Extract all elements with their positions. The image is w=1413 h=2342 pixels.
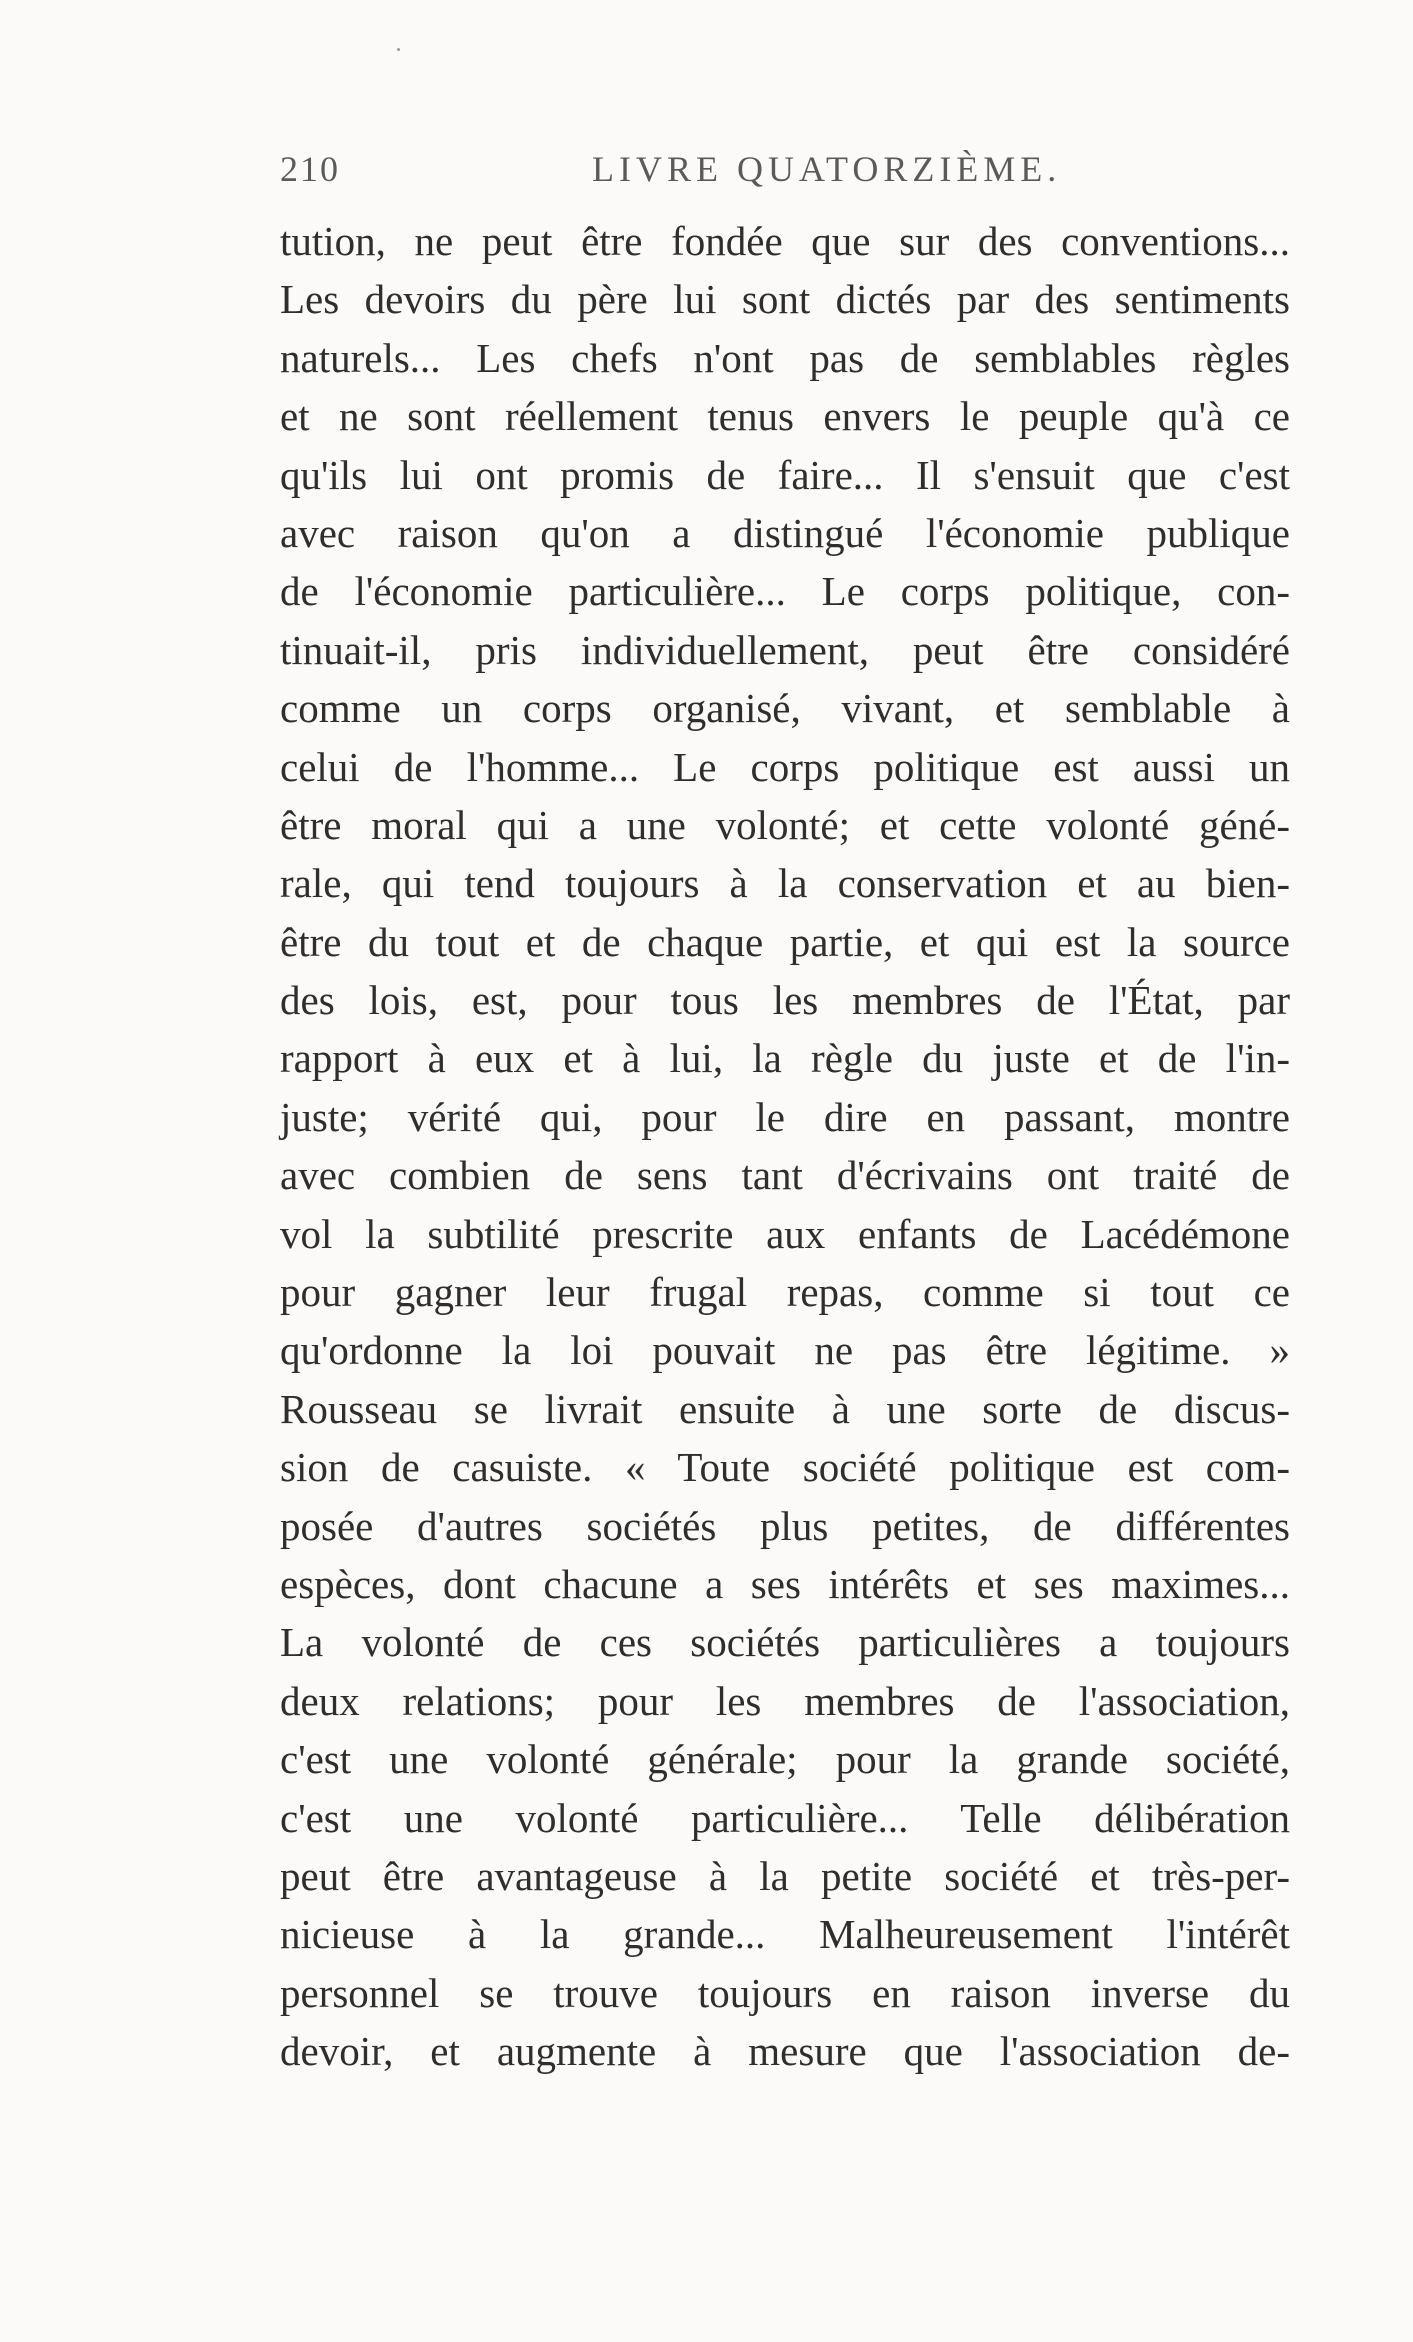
text-line: espèces, dont chacune a ses intérêts et ses maximes...	[280, 1560, 1290, 1607]
text-line: avec combien de sens tant d'écrivains ont traité de	[280, 1152, 1290, 1199]
text-line: celui de l'homme... Le corps politique est aussi un	[280, 743, 1290, 790]
page-number: 210	[280, 149, 340, 189]
speck-mark	[397, 48, 400, 51]
text-line: qu'ordonne la loi pouvait ne pas être légitime. »	[280, 1327, 1290, 1374]
text-line: pour gagner leur frugal repas, comme si tout ce	[280, 1269, 1290, 1316]
body-text	[280, 212, 1290, 2081]
text-line: rapport à eux et à lui, la règle du juste et de l'in-	[280, 1035, 1290, 1082]
text-line: des lois, est, pour tous les membres de l'État, par	[280, 977, 1290, 1024]
running-head	[280, 148, 1300, 198]
text-line: de l'économie particulière... Le corps politique, con-	[280, 568, 1290, 615]
text-line: devoir, et augmente à mesure que l'association de-	[280, 2028, 1290, 2075]
text-line: posée d'autres sociétés plus petites, de différentes	[280, 1502, 1290, 1549]
text-line: tinuait-il, pris individuellement, peut être considéré	[280, 626, 1290, 673]
text-line: La volonté de ces sociétés particulières a toujours	[280, 1619, 1290, 1666]
text-line: tution, ne peut être fondée que sur des conventions...	[280, 218, 1290, 264]
text-line: juste; vérité qui, pour le dire en passant, montre	[280, 1093, 1290, 1140]
text-line: sion de casuiste. « Toute société politique est com-	[280, 1444, 1290, 1491]
text-line: peut être avantageuse à la petite société et très-per-	[280, 1852, 1290, 1899]
text-line: rale, qui tend toujours à la conservation et au bien-	[280, 860, 1290, 907]
text-line: qu'ils lui ont promis de faire... Il s'ensuit que c'est	[280, 451, 1290, 498]
running-title: LIVRE QUATORZIÈME.	[592, 149, 1062, 189]
text-line: naturels... Les chefs n'ont pas de semblables règles	[280, 334, 1290, 381]
text-line: c'est une volonté générale; pour la grande société,	[280, 1736, 1290, 1783]
text-line: Rousseau se livrait ensuite à une sorte de discus-	[280, 1385, 1290, 1432]
text-line: vol la subtilité prescrite aux enfants de Lacédémone	[280, 1210, 1290, 1257]
text-line: deux relations; pour les membres de l'association,	[280, 1677, 1290, 1724]
text-line: être du tout et de chaque partie, et qui est la source	[280, 918, 1290, 965]
text-line: et ne sont réellement tenus envers le peuple qu'à ce	[280, 393, 1290, 440]
text-line: comme un corps organisé, vivant, et semblable à	[280, 685, 1290, 732]
text-line: Les devoirs du père lui sont dictés par des sentiments	[280, 276, 1290, 323]
text-line: être moral qui a une volonté; et cette volonté géné-	[280, 801, 1290, 848]
text-line: nicieuse à la grande... Malheureusement l'intérêt	[280, 1911, 1290, 1958]
text-line: c'est une volonté particulière... Telle délibération	[280, 1794, 1290, 1841]
text-line: personnel se trouve toujours en raison inverse du	[280, 1969, 1290, 2016]
text-line: avec raison qu'on a distingué l'économie publique	[280, 509, 1290, 556]
